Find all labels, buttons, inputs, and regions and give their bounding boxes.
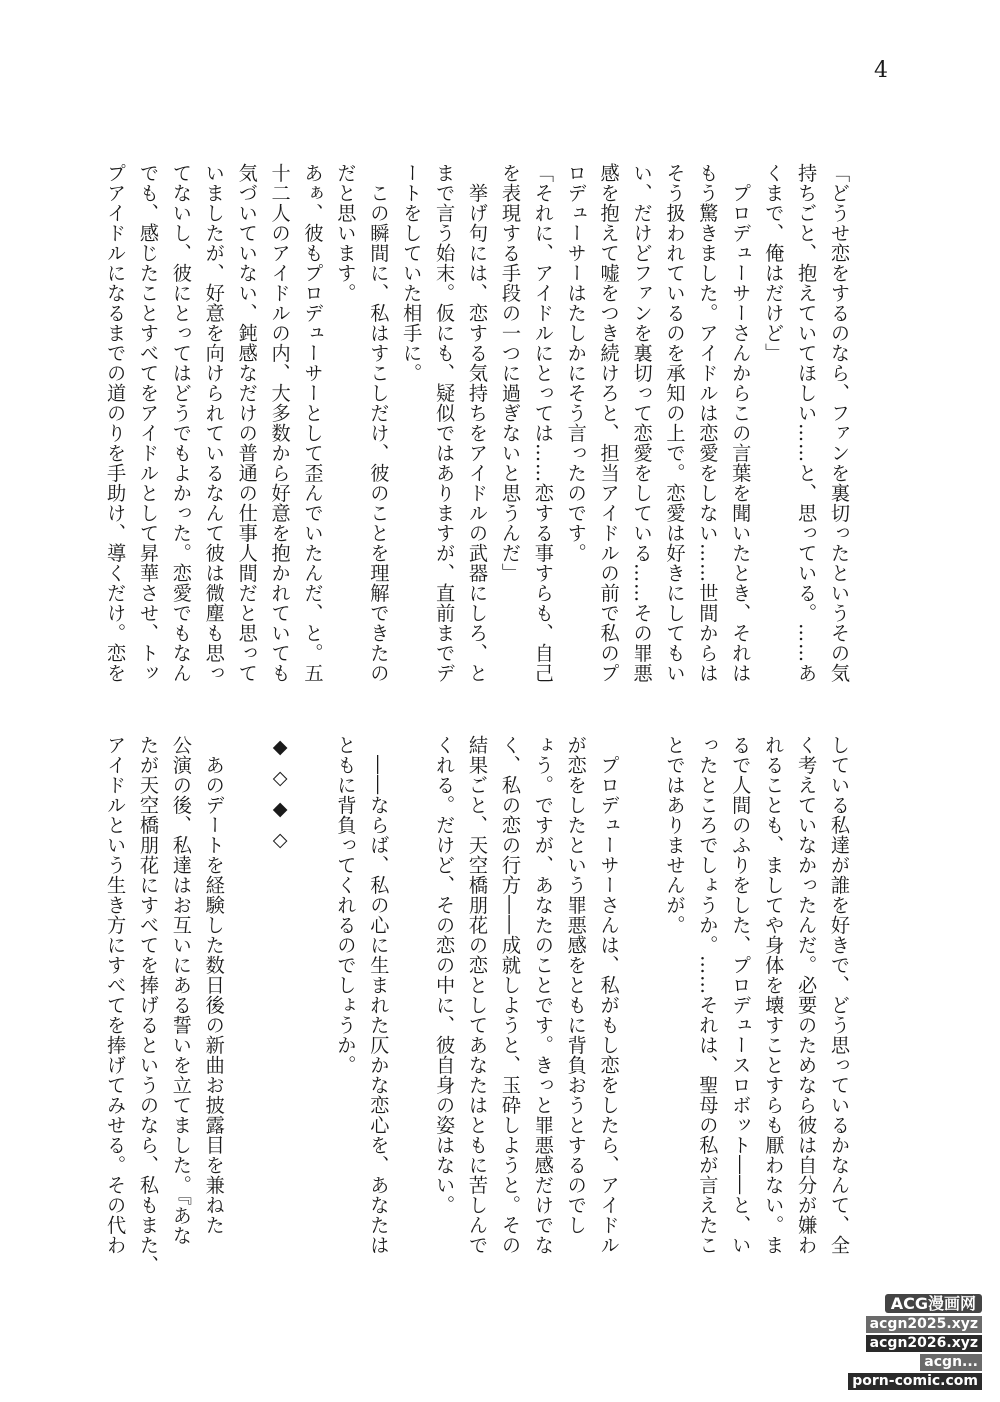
text-column: 結果ごと、天空橋朋花の恋としてあなたはともに苦しんで	[466, 735, 490, 1255]
text-column: ともに背負ってくれるのでしょうか。	[334, 735, 358, 1075]
text-column: れることも、ましてや身体を壊すことすらも厭わない。ま	[762, 735, 786, 1255]
text-column: ートをしていた相手に。	[400, 163, 424, 383]
text-column: 感を抱えて嘘をつき続けろと、担当アイドルの前で私のプ	[597, 163, 621, 683]
watermark-line: acgn...	[920, 1354, 982, 1371]
text-column: く、私の恋の行方――成就しようと、玉砕しようと。その	[498, 735, 522, 1255]
text-column: 「それに、アイドルにとっては……恋する事すらも、自己	[531, 163, 555, 683]
text-column: てないし、彼にとってはどうでもよかった。恋愛でもなん	[169, 163, 193, 683]
watermark-line: acgn2026.xyz	[866, 1335, 982, 1352]
text-column: 持ちごと、抱えていてほしい……と、思っている。……あ	[795, 163, 819, 683]
text-column: だと思います。	[334, 163, 358, 303]
text-column: プロデューサーさんは、私がもし恋をしたら、アイドル	[597, 735, 621, 1255]
text-column: プアイドルになるまでの道のりを手助け、導くだけ。恋を	[104, 163, 128, 683]
page-number: 4	[874, 58, 888, 83]
text-column: くまで、俺はだけど」	[762, 163, 786, 363]
text-column: が恋をしたという罪悪感をともに背負おうとするのでし	[564, 735, 588, 1235]
text-block-top	[104, 163, 855, 708]
text-column: この瞬間に、私はすこしだけ、彼のことを理解できたの	[367, 163, 391, 683]
text-column	[230, 735, 263, 1280]
text-column: いましたが、好意を向けられているなんて彼は微塵も思っ	[202, 163, 226, 683]
text-column: たが天空橋朋花にすべてを捧げるというのなら、私もまた、	[136, 735, 160, 1275]
text-column: ――ならば、私の心に生まれた仄かな恋心を、あなたは	[367, 735, 391, 1255]
text-column	[296, 735, 329, 1280]
text-column: くれる。だけど、その恋の中に、彼自身の姿はない。	[433, 735, 457, 1215]
watermark	[832, 1294, 982, 1390]
text-column: ょう。ですが、あなたのことです。きっと罪悪感だけでな	[531, 735, 555, 1255]
text-column: 「どうせ恋をするのなら、ファンを裏切ったというその気	[828, 163, 851, 683]
text-column: とではありませんが。	[663, 735, 687, 935]
text-column: プロデューサーさんからこの言葉を聞いたとき、それは	[729, 163, 753, 683]
watermark-line: porn-comic.com	[848, 1373, 982, 1390]
text-column: あのデートを経験した数日後の新曲お披露目を兼ねた	[202, 735, 226, 1235]
text-column: ったところでしょうか。……それは、聖母の私が言えたこ	[696, 735, 720, 1255]
text-column: い、だけどファンを裏切って恋愛をしている……その罪悪	[630, 163, 654, 683]
text-block-bottom	[104, 735, 855, 1280]
text-column: 挙げ句には、恋する気持ちをアイドルの武器にしろ、と	[466, 163, 490, 683]
text-column: く考えていなかったんだ。必要のためなら彼は自分が嫌わ	[795, 735, 819, 1255]
text-column: あぁ、彼もプロデューサーとして歪んでいたんだ、と。五	[301, 163, 325, 683]
text-column: でも、感じたことすべてをアイドルとして昇華させ、トッ	[136, 163, 160, 683]
watermark-line: acgn2025.xyz	[866, 1316, 982, 1333]
text-column: 公演の後、私達はお互いにある誓いを立てました。『あな	[169, 735, 193, 1246]
text-column: 十二人のアイドルの内、大多数から好意を抱かれていても	[268, 163, 292, 683]
section-divider: ◆◇◆◇	[268, 735, 292, 859]
text-column: ロデューサーはたしかにそう言ったのです。	[564, 163, 588, 563]
watermark-logo: ACG漫画网	[885, 1294, 982, 1313]
text-column: もう驚きました。アイドルは恋愛をしない……世間からは	[696, 163, 720, 683]
text-column: アイドルという生き方にすべてを捧げてみせる。その代わ	[104, 735, 128, 1255]
text-column	[625, 735, 658, 1280]
text-column: るで人間のふりをした、プロデュースロボット――と、い	[729, 735, 753, 1255]
text-column: を表現する手段の一つに過ぎないと思うんだ」	[498, 163, 522, 583]
text-column: 気づいていない、鈍感なだけの普通の仕事人間だと思って	[235, 163, 259, 683]
text-column: そう扱われているのを承知の上で。恋愛は好きにしてもい	[663, 163, 687, 683]
text-column: している私達が誰を好きで、どう思っているかなんて、全	[828, 735, 851, 1255]
text-column	[394, 735, 427, 1280]
text-column: まで言う始末。仮にも、疑似ではありますが、直前までデ	[433, 163, 457, 683]
